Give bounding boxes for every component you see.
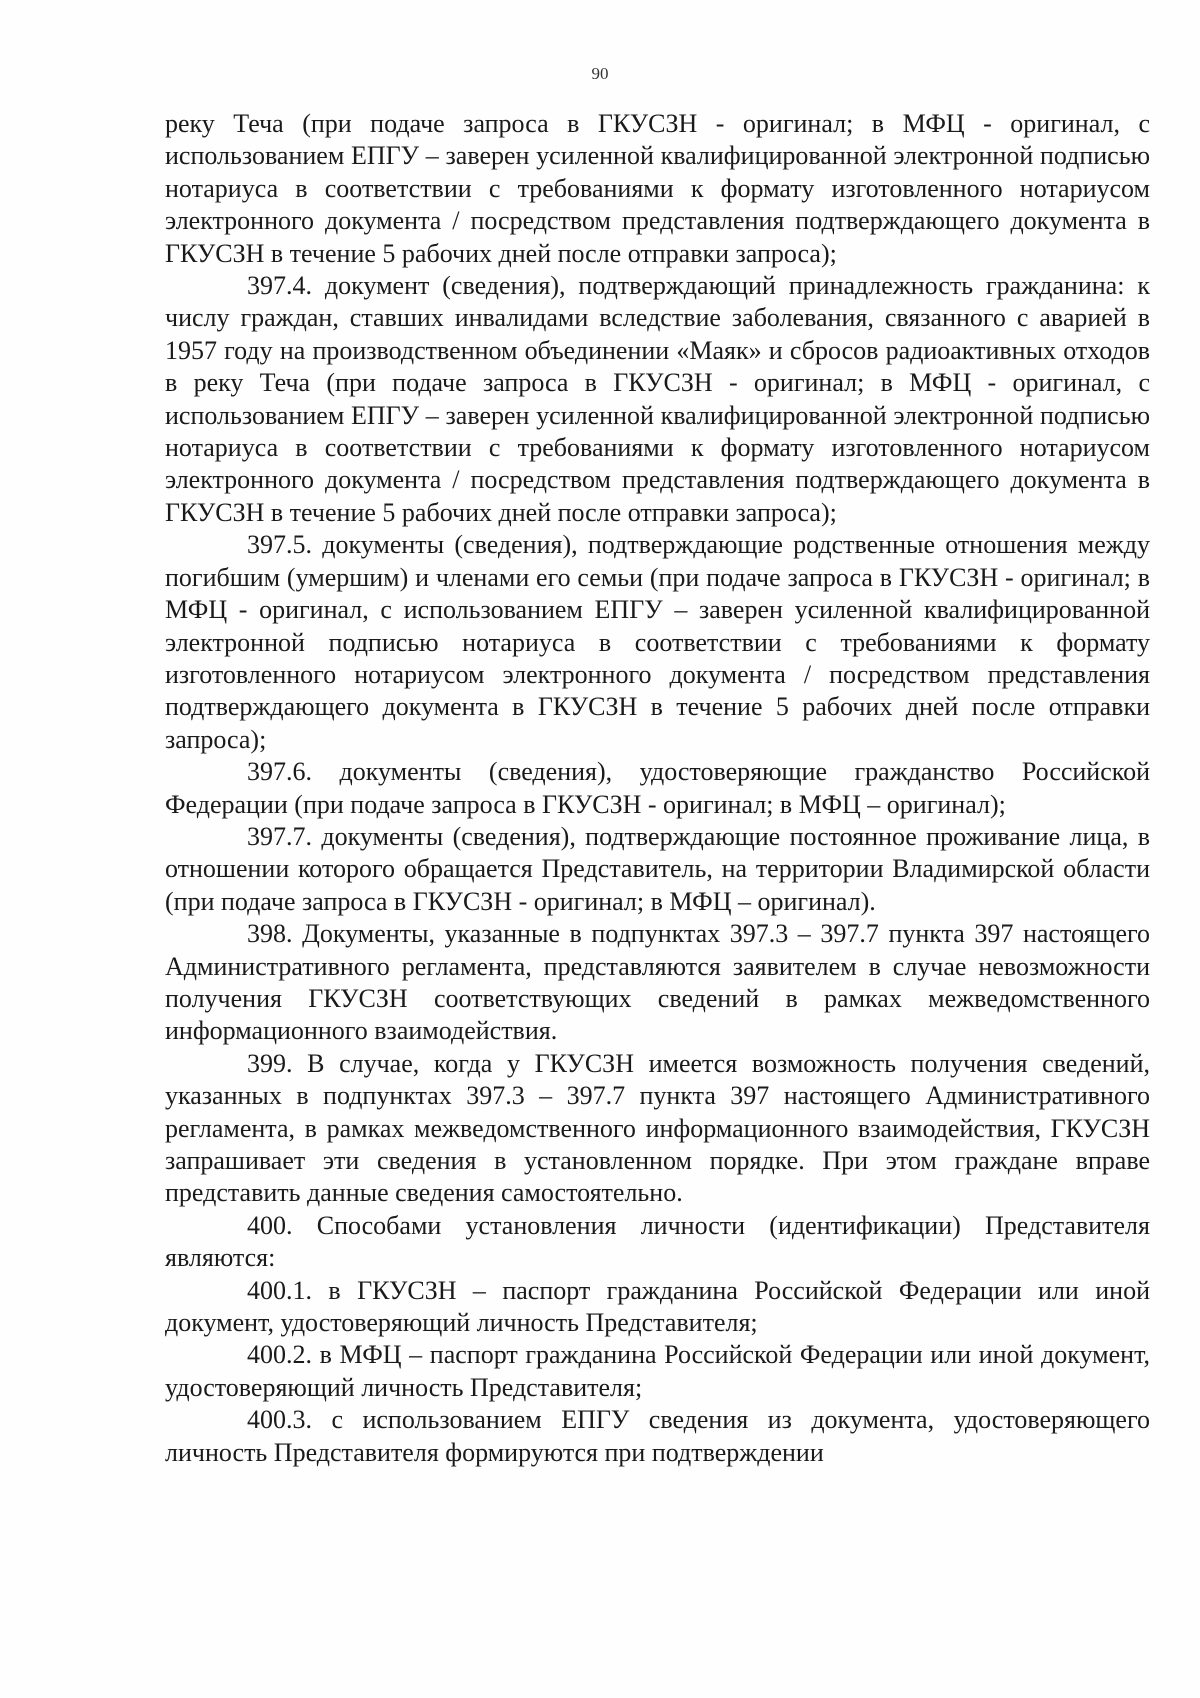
paragraph-397-4: 397.4. документ (сведения), подтверждающий принадлежность гражданина: к числу граждан, ставших инвалидами вследствие заболевания, связанного с аварией в 1957 году на производственном объединении «Маяк» и сбросов радиоактивных отходов в реку Теча (при подаче запроса в ГКУСЗН - оригинал; в МФЦ - оригинал, с использованием ЕПГУ – заверен усиленной квалифицированной электронной подписью нотариуса в соответствии с требованиями к формату изготовленного нотариусом электронного документа / посредством представления подтверждающего документа в ГКУСЗН в течение 5 рабочих дней после отправки запроса);	[165, 271, 1150, 527]
paragraph-400-2: 400.2. в МФЦ – паспорт гражданина Российской Федерации или иной документ, удостоверяющий личность Представителя;	[165, 1340, 1150, 1402]
paragraph-398: 398. Документы, указанные в подпунктах 397.3 – 397.7 пункта 397 настоящего Административного регламента, представляются заявителем в случае невозможности получения ГКУСЗН соответствующих сведений в рамках межведомственного информационного взаимодействия.	[165, 919, 1150, 1046]
document-body	[165, 108, 1150, 1469]
paragraph-397-5: 397.5. документы (сведения), подтверждающие родственные отношения между погибшим (умершим) и членами его семьи (при подаче запроса в ГКУСЗН - оригинал; в МФЦ - оригинал, с использованием ЕПГУ – заверен усиленной квалифицированной электронной подписью нотариуса в соответствии с требованиями к формату изготовленного нотариусом электронного документа / посредством представления подтверждающего документа в ГКУСЗН в течение 5 рабочих дней после отправки запроса);	[165, 530, 1150, 754]
paragraph-400: 400. Способами установления личности (идентификации) Представителя являются:	[165, 1210, 1150, 1273]
paragraph-continuation: реку Теча (при подаче запроса в ГКУСЗН - оригинал; в МФЦ - оригинал, с использованием ЕПГУ – заверен усиленной квалифицированной электронной подписью нотариуса в соответствии с требованиями к формату изготовленного нотариусом электронного документа / посредством представления подтверждающего документа в ГКУСЗН в течение 5 рабочих дней после отправки запроса);	[165, 109, 1150, 268]
paragraph-397-6: 397.6. документы (сведения), удостоверяющие гражданство Российской Федерации (при подаче запроса в ГКУСЗН - оригинал; в МФЦ – оригинал);	[165, 757, 1150, 819]
paragraph-400-1: 400.1. в ГКУСЗН – паспорт гражданина Российской Федерации или иной документ, удостоверяющий личность Представителя;	[165, 1275, 1150, 1338]
paragraph-399: 399. В случае, когда у ГКУСЗН имеется возможность получения сведений, указанных в подпунктах 397.3 – 397.7 пункта 397 настоящего Административного регламента, в рамках межведомственного информационного взаимодействия, ГКУСЗН запрашивает эти сведения в установленном порядке. При этом граждане вправе представить данные сведения самостоятельно.	[165, 1048, 1150, 1208]
paragraph-397-7: 397.7. документы (сведения), подтверждающие постоянное проживание лица, в отношении которого обращается Представитель, на территории Владимирской области (при подаче запроса в ГКУСЗН - оригинал; в МФЦ – оригинал).	[165, 821, 1150, 916]
page-number: 90	[591, 64, 609, 83]
paragraph-400-3: 400.3. с использованием ЕПГУ сведения из документа, удостоверяющего личность Представителя формируются при подтверждении	[165, 1405, 1150, 1467]
